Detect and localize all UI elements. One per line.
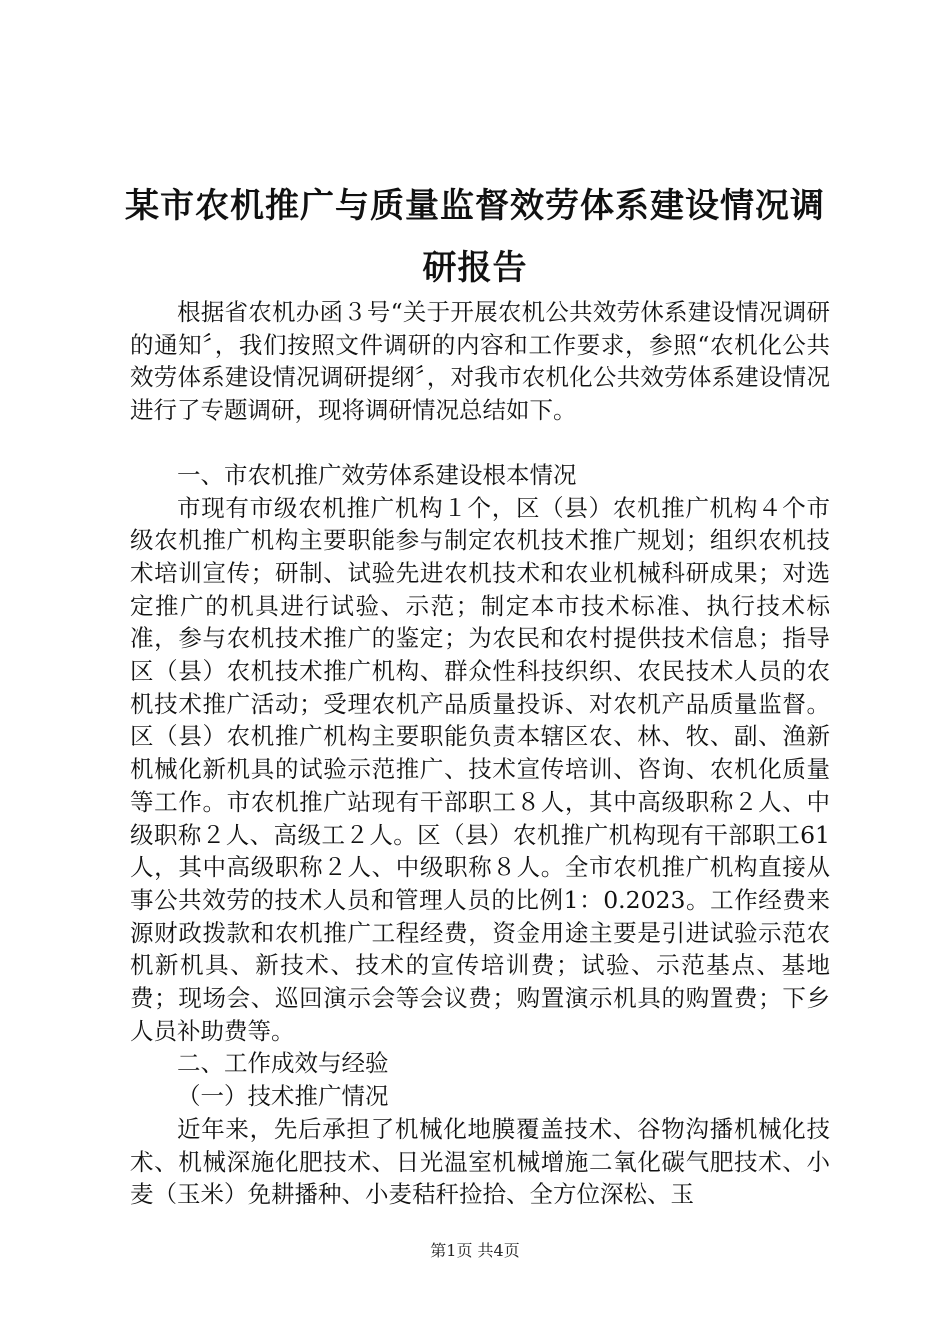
paragraph-subsection-1: 近年来，先后承担了机械化地膜覆盖技术、谷物沟播机械化技术、机械深施化肥技术、日光温室机械增施二氧化碳气肥技术、小麦（玉米）免耕播种、小麦秸秆捡拾、全方位深松、玉: [130, 1114, 830, 1209]
paragraph-section-1: 市现有市级农机推广机构１个，区（县）农机推广机构４个市级农机推广机构主要职能参与制定农机技术推广规划；组织农机技术培训宣传；研制、试验先进农机技术和农业机械科研成果；对选定推广的机具进行试验、示范；制定本市技术标准、执行技术标准，参与农机技术推广的鉴定；为农民和农村提供技术信息；指导区（县）农机技术推广机构、群众性科技织织、农民技术人员的农机技术推广活动；受理农机产品质量投诉、对农机产品质量监督。区（县）农机推广机构主要职能负责本辖区农、林、牧、副、渔新机械化新机具的试验示范推广、技术宣传培训、咨询、农机化质量等工作。市农机推广站现有干部职工８人，其中高级职称２人、中级职称２人、高级工２人。区（县）农机推广机构现有干部职工61人，其中高级职称２人、中级职称８人。全市农机推广机构直接从事公共效劳的技术人员和管理人员的比例1：0.2023。工作经费来源财政拨款和农机推广工程经费，资金用途主要是引进试验示范农机新机具、新技术、技术的宣传培训费；试验、示范基点、基地费；现场会、巡回演示会等会议费；购置演示机具的购置费；下乡人员补助费等。: [130, 493, 830, 1045]
section-heading-2: 二、工作成效与经验: [177, 1049, 389, 1078]
section-heading-1: 一、市农机推广效劳体系建设根本情况: [177, 460, 577, 489]
document-title-line-2: 研报告: [422, 248, 528, 288]
document-title-line-1: 某市农机推广与质量监督效劳体系建设情况调: [125, 186, 825, 226]
page-footer: 第1页 共4页: [430, 1241, 520, 1260]
document-body: [130, 296, 830, 1211]
subsection-heading-1: （一）技术推广情况: [177, 1082, 389, 1111]
paragraph-intro: 根据省农机办函３号“关于开展农机公共效劳休系建设情况调研的通知〞，我们按照文件调研的内容和工作要求，参照“农机化公共效劳体系建设情况调研提纲〞，对我市农机化公共效劳体系建设情况进行了专题调研，现将调研情况总结如下。: [130, 298, 830, 425]
